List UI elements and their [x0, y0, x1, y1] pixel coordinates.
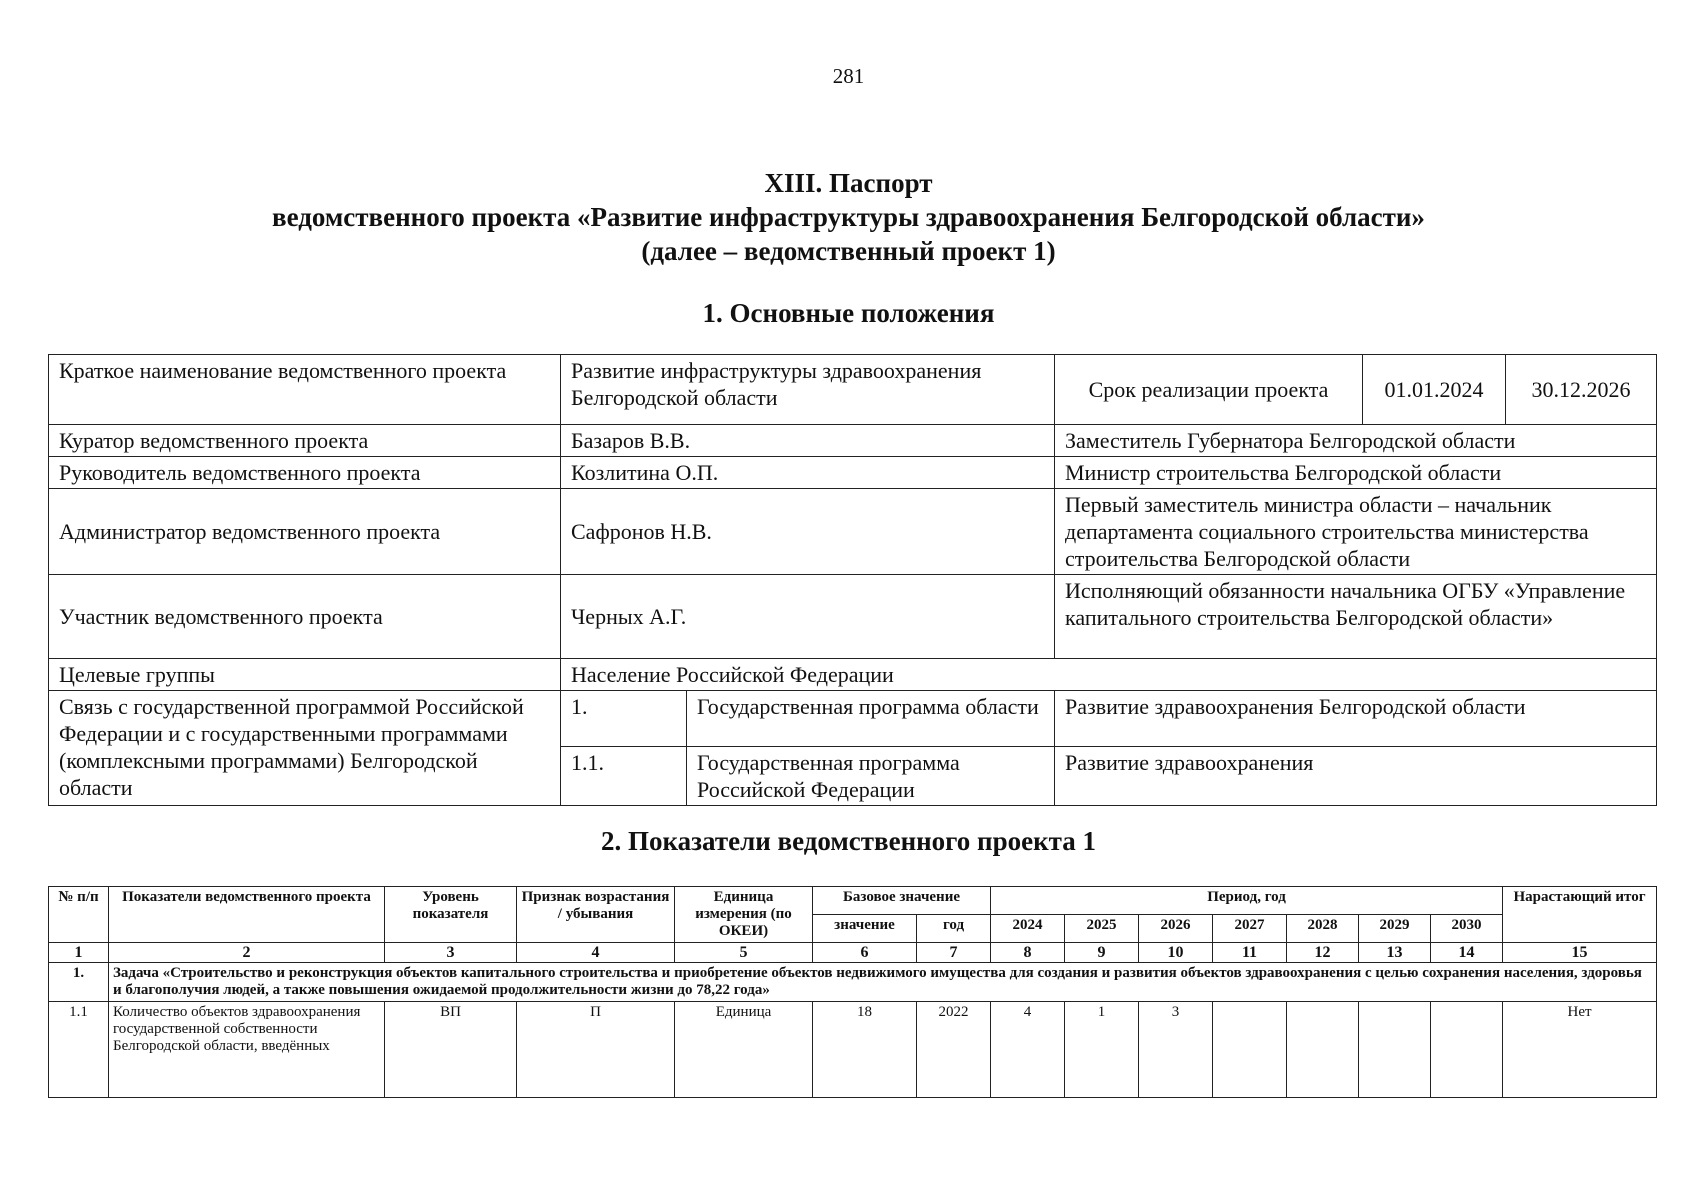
page-number: 281: [832, 64, 865, 88]
col-header-level: Уровень показателя: [385, 887, 517, 943]
row-num: 1.1: [49, 1002, 109, 1098]
column-number: 1: [49, 943, 109, 963]
indicator-level: ВП: [385, 1002, 517, 1098]
section-1-heading: 1. Основные положения: [702, 298, 995, 328]
curator-position: Заместитель Губернатора Белгородской области: [1055, 425, 1657, 457]
value-2030: [1431, 1002, 1503, 1098]
table-row: [49, 575, 1657, 659]
column-number: 13: [1359, 943, 1431, 963]
section-2-heading: 2. Показатели ведомственного проекта 1: [601, 826, 1096, 856]
column-number: 5: [675, 943, 813, 963]
base-year: 2022: [917, 1002, 991, 1098]
col-header-num: № п/п: [49, 887, 109, 943]
title-line-2: ведомственного проекта «Развитие инфраструктуры здравоохранения Белгородской области»: [272, 202, 1425, 232]
col-header-year: 2025: [1065, 915, 1139, 943]
table-row: [49, 659, 1657, 691]
value-2027: [1213, 1002, 1287, 1098]
column-number: 2: [109, 943, 385, 963]
indicator-unit: Единица: [675, 1002, 813, 1098]
column-number: 8: [991, 943, 1065, 963]
admin-label: Администратор ведомственного проекта: [49, 489, 561, 575]
term-end: 30.12.2026: [1506, 355, 1657, 425]
col-header-year: 2030: [1431, 915, 1503, 943]
col-header-trend: Признак возрастания / убывания: [517, 887, 675, 943]
target-groups-label: Целевые группы: [49, 659, 561, 691]
head-label: Руководитель ведомственного проекта: [49, 457, 561, 489]
table-row: [49, 691, 1657, 747]
value-2029: [1359, 1002, 1431, 1098]
col-header-year: 2024: [991, 915, 1065, 943]
column-number: 15: [1503, 943, 1657, 963]
link-num: 1.: [561, 691, 687, 747]
indicators-table: [48, 886, 1657, 1098]
link-program-name: Развитие здравоохранения Белгородской области: [1055, 691, 1657, 747]
curator-name: Базаров В.В.: [561, 425, 1055, 457]
link-type: Государственная программа области: [687, 691, 1055, 747]
title-line-3: (далее – ведомственный проект 1): [641, 236, 1056, 266]
col-header-year: 2027: [1213, 915, 1287, 943]
value-2024: 4: [991, 1002, 1065, 1098]
indicator-trend: П: [517, 1002, 675, 1098]
head-name: Козлитина О.П.: [561, 457, 1055, 489]
head-position: Министр строительства Белгородской области: [1055, 457, 1657, 489]
col-header-year: 2028: [1287, 915, 1359, 943]
link-program-name: Развитие здравоохранения: [1055, 747, 1657, 806]
indicator-name: Количество объектов здравоохранения государственной собственности Белгородской области, введённых: [109, 1002, 385, 1098]
col-header-unit: Единица измерения (по ОКЕИ): [675, 887, 813, 943]
col-header-year: 2029: [1359, 915, 1431, 943]
col-header-year: 2026: [1139, 915, 1213, 943]
participant-label: Участник ведомственного проекта: [49, 575, 561, 659]
document-title: [0, 166, 1697, 268]
column-number-row: [49, 943, 1657, 963]
base-value: 18: [813, 1002, 917, 1098]
col-header-cumulative: Нарастающий итог: [1503, 887, 1657, 943]
link-num: 1.1.: [561, 747, 687, 806]
link-type: Государственная программа Российской Федерации: [687, 747, 1055, 806]
participant-position: Исполняющий обязанности начальника ОГБУ «Управление капитального строительства Белгородской области»: [1055, 575, 1657, 659]
short-name-label: Краткое наименование ведомственного проекта: [49, 355, 561, 425]
value-2026: 3: [1139, 1002, 1213, 1098]
term-label: Срок реализации проекта: [1055, 355, 1363, 425]
table-row: [49, 425, 1657, 457]
column-number: 12: [1287, 943, 1359, 963]
term-start: 01.01.2024: [1363, 355, 1506, 425]
col-header-indicator: Показатели ведомственного проекта: [109, 887, 385, 943]
curator-label: Куратор ведомственного проекта: [49, 425, 561, 457]
admin-position: Первый заместитель министра области – начальник департамента социального строительства министерства строительства Белгородской области: [1055, 489, 1657, 575]
column-number: 10: [1139, 943, 1213, 963]
table-row: [49, 457, 1657, 489]
column-number: 14: [1431, 943, 1503, 963]
table-row: [49, 355, 1657, 425]
col-header-base: Базовое значение: [813, 887, 991, 915]
table-row: [49, 1002, 1657, 1098]
column-number: 7: [917, 943, 991, 963]
admin-name: Сафронов Н.В.: [561, 489, 1055, 575]
col-header-base-value: значение: [813, 915, 917, 943]
target-groups-value: Население Российской Федерации: [561, 659, 1657, 691]
task-text: Задача «Строительство и реконструкция объектов капитального строительства и приобретение объектов недвижимого имущества для создания и развития объектов здравоохранения с целью сохранения населения, здоровья и благополучия людей, а также повышения ожидаемой продолжительности жизни до 78,22 года»: [109, 963, 1657, 1002]
value-2028: [1287, 1002, 1359, 1098]
title-line-1: XIII. Паспорт: [764, 168, 933, 198]
short-name-value: Развитие инфраструктуры здравоохранения Белгородской области: [561, 355, 1055, 425]
participant-name: Черных А.Г.: [561, 575, 1055, 659]
task-num: 1.: [49, 963, 109, 1002]
col-header-base-year: год: [917, 915, 991, 943]
value-2025: 1: [1065, 1002, 1139, 1098]
column-number: 9: [1065, 943, 1139, 963]
column-number: 4: [517, 943, 675, 963]
basic-provisions-table: [48, 354, 1657, 806]
column-number: 3: [385, 943, 517, 963]
column-number: 11: [1213, 943, 1287, 963]
table-row: [49, 489, 1657, 575]
col-header-period: Период, год: [991, 887, 1503, 915]
column-number: 6: [813, 943, 917, 963]
cumulative-total: Нет: [1503, 1002, 1657, 1098]
header-row: [49, 887, 1657, 915]
program-link-label: Связь с государственной программой Российской Федерации и с государственными программами (комплексными программами) Белгородской области: [49, 691, 561, 806]
task-row: [49, 963, 1657, 1002]
